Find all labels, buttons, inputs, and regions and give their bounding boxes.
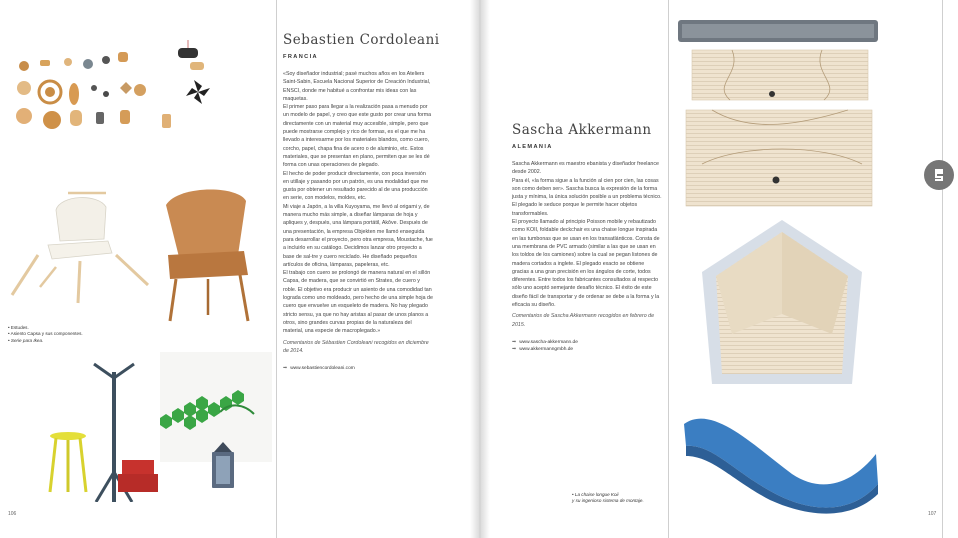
web-links [512,339,662,353]
coat-rack-and-stools-image [40,352,272,502]
right-article [512,122,662,353]
paragraph: El primer paso para llegar a la realización pasa a menudo por un modelo de papel, y creo que este gusto por crear una forma directamente con un material muy accesible, simple, pero que puede mostrarse complejo y rico de formas, es el que me ha llevado a interesarme por los materiales blandos, como cuero, corcho, papel, chapa fina de acero o de aluminio, etc. Estos materiales, que se presentan en plano, permiten que se les dé forma con unas operaciones de plegado. [283,104,432,169]
chapter-badge-icon [924,160,954,190]
arrow-icon: ➡ [283,365,288,372]
article-body [512,160,662,309]
right-captions [572,492,682,505]
left-captions [8,325,118,344]
web-links [283,365,433,372]
link-text: www.akkermanngmbh.de [519,346,574,352]
turned-wood-objects-image [10,40,210,150]
column-divider [942,0,943,538]
link-item[interactable] [512,346,662,353]
designer-name: Sebastien Cordoleani [283,32,440,48]
chairs-image [8,175,272,325]
paragraph: Sascha Akkermann es maestro ebanista y diseñador freelance desde 2002. [512,161,659,176]
link-text: www.sebastiencordoleani.com [290,366,355,372]
paragraph: El hecho de poder producir directamente, con poca inversión en utillaje y pasando por un patrón, es una modalidad que me gusta por obtener un resultado parecido al de una producción en serie, con modelos, moldes, etc. [283,170,429,202]
caption-line: • Estudes. [8,325,29,330]
left-article [283,32,440,372]
caption-line: y su ingenioso sistema de montaje. [572,498,644,504]
fold-icon [930,166,948,184]
folding-deckchair-image [672,14,888,519]
paragraph: Mi viaje a Japón, a la villa Kuyoyama, me llevó al origami y, de manera mucho más simple, a diseñar lámparas de hoja y apliques y, después, una lámpara portátil, Akôve. Después de una presentación, la empresa Objekten me llamó enseguida para desarrollar el proyecto, pero otra empresa, Moustache, fue a incluirlo en su catálogo. Decidimos lanzar otro proyecto a base de sal-tre y cuero reciclado. He diseñado pequeños artículos de oficina, lámparas, papeleras, etc. [283,203,433,268]
interview-note: Comentarios de Sascha Akkermann recogidos en febrero de 2015. [512,313,655,328]
spine-gutter [470,0,490,538]
caption-line: • Asiento Capsa y sus componentes. [8,331,83,337]
country-label: ALEMANIA [512,144,553,150]
caption-line: • La chaise longue Koii [572,492,619,497]
country-label: FRANCIA [283,54,318,60]
article-body [283,70,433,336]
paragraph: El trabajo con cuero se prolongó de manera natural en el sillón Capsa, de madera, que se convirtió en Strates, de cuero y roble. El objetivo era producir un asiento de una comodidad tan lograda como uno moldeado, pero hecho de una simple hoja de cuero que envuelve un esqueleto de madera. No hay plegado stricto sensu, ya que no hay aristas al pasar de unos planos a otros, sino grandes curvas propias de la naturaleza del material, una especie de macroplegado.» [283,270,433,335]
arrow-icon: ➡ [512,345,517,352]
interview-note: Comentarios de Sébastien Cordoleani recogidos en diciembre de 2014. [283,339,429,354]
page-number: 107 [928,511,937,517]
column-divider [668,0,669,538]
paragraph: Para él, «la forma sigue a la función al cien por cien, las cosas son como deben ser». Sascha busca la expresión de la forma justa y mínima, la única solución posible a un problema técnico. El plegado le seduce porque le permite hacer objetos transformables. [512,177,662,217]
arrow-icon: ➡ [512,338,517,345]
link-item[interactable] [512,339,662,346]
link-text: www.sascha-akkermann.de [519,339,578,345]
caption-line: • Serie para Ikea. [8,337,44,343]
paragraph: «Soy diseñador industrial; pasé muchos años en los Ateliers Saint-Sabin, Escuela Nacional Superior de Creación Industrial, ENSCI, donde me habitué a confrontar mis ideas con las maquetas. [283,71,431,102]
page-number: 106 [8,511,17,517]
paragraph: El proyecto llamado al principio Poisson mobile y rebautizado como KOII, foldable deckchair es una chaise longue inspirada en las tumbonas que se usan en los transatlánticos. Consta de una membrana de PVC armado (similar a las que se usan en los toldos de los camiones) sobre la cual se pegan listones de madera cortados a inglete. El plegado exacto se obtiene gracias a una gran precisión en los ángulos de corte, todos diferentes. Entre todos los fabricantes consultados al respecto sólo uno aceptó semejante desafío técnico. El éxito de este diseño fácil de transportar y de ordenar se debe a la forma y la eficacia su diseño. [512,219,660,309]
designer-name: Sascha Akkermann [512,122,652,138]
column-divider [276,0,277,538]
link-item[interactable] [283,365,433,372]
